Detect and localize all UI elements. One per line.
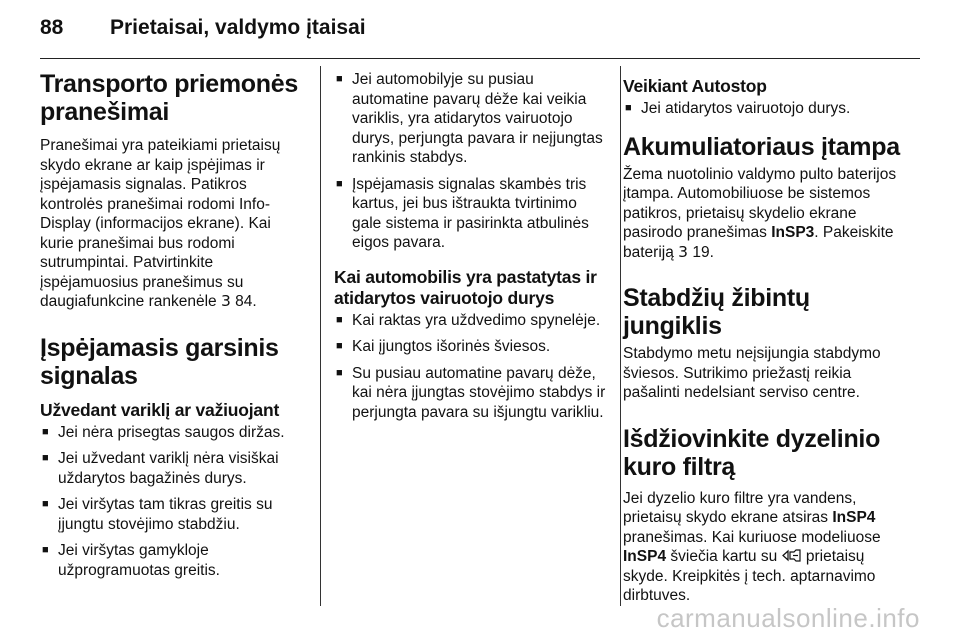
list-item: ■ Jei atidarytos vairuotojo durys.	[623, 99, 905, 119]
filter-text: pranešimas. Kai kuriuose modeliuose	[623, 528, 881, 546]
list-parked-door-open	[334, 311, 606, 423]
watermark: carmanualsonline.info	[656, 603, 920, 633]
page-ref-19[interactable]: 19.	[692, 243, 714, 261]
list-item: ■ Su pusiau automatine pavarų dėže, kai nėra įjungtas stovėjimo stabdys ir perjungta pavara su išjungtu varikliu.	[334, 364, 606, 423]
heading-autostop: Veikiant Autostop	[623, 76, 767, 96]
list-engine-start-driving	[40, 423, 308, 581]
heading-vehicle-messages: Transporto priemonės pranešimai	[40, 70, 298, 126]
code-insp4: InSP4	[832, 509, 876, 526]
filter-text: Jei dyzelio kuro filtre yra vandens, prietaisų skydo ekrane atsiras	[623, 489, 857, 526]
list-item: ■ Kai raktas yra uždvedimo spynelėje.	[334, 311, 606, 331]
heading-parked-door-open: Kai automobilis yra pastatytas ir atidarytos vairuotojo durys	[334, 266, 597, 308]
page-header	[40, 16, 366, 40]
page-number: 88	[40, 16, 64, 39]
heading-engine-start-driving: Užvedant variklį ar važiuojant	[40, 399, 280, 420]
column-3	[623, 70, 905, 620]
vehicle-messages-text: Pranešimai yra pateikiami prietaisų skydo ekrane ar kaip įspėjimas ir įspėjamasis signalas. Patikros kontrolės pranešimai rodomi Info-Display (informacijos ekrane). Kai kurie pranešimai bus rodomi sutrumpintai. Patvirtinkite įspėjamuosius pranešimus su daugiafunkcine rankenėle	[40, 137, 281, 310]
list-item: ■ Jei automobilyje su pusiau automatine pavarų dėže kai veikia variklis, yra atidarytos vairuotojo durys, perjungta pavara ir neįjungtas rankinis stabdys.	[334, 70, 606, 168]
paragraph-battery-voltage	[623, 165, 905, 263]
filter-text: šviečia kartu su	[670, 548, 778, 565]
battery-text: Žema nuotolinio valdymo pulto baterijos įtampa. Automobiliuose be sistemos patikros, prietaisų skydelio ekrane pasirodo pranešimas	[623, 165, 897, 241]
header-rule	[40, 58, 920, 59]
filter-text: prietaisų skyde. Kreipkitės į tech. aptarnavimo dirbtuves.	[623, 548, 876, 604]
code-insp3: InSP3	[771, 224, 815, 241]
service-wrench-icon	[782, 549, 802, 562]
code-insp4: InSP4	[623, 548, 667, 565]
column-1	[40, 70, 308, 587]
list-autostop	[623, 99, 905, 119]
list-item: ■ Įspėjamasis signalas skambės tris kartus, jei bus ištraukta tvirtinimo gale sistema ir pasirinkta atbulinės eigos pavara.	[334, 175, 606, 253]
heading-battery-voltage: Akumuliatoriaus įtampa	[623, 132, 900, 161]
battery-replace-text: Pakeiskite bateriją	[623, 224, 894, 261]
heading-warning-chimes: Įspėjamasis garsinis signalas	[40, 333, 279, 390]
column-2	[334, 70, 606, 429]
list-item: ■ Kai įjungtos išorinės šviesos.	[334, 337, 606, 357]
page-ref-arrow-icon: 3	[220, 292, 231, 310]
list-item: ■ Jei viršytas gamykloje užprogramuotas greitis.	[40, 541, 308, 580]
paragraph-drain-fuel-filter	[623, 489, 905, 606]
page-ref-84[interactable]: 84.	[235, 293, 257, 310]
list-chime-conditions	[334, 70, 606, 253]
page-header-title: Prietaisai, valdymo įtaisai	[110, 16, 366, 39]
page-ref-arrow-icon: 3	[678, 242, 689, 261]
column-divider-1	[320, 66, 321, 606]
paragraph-vehicle-messages	[40, 136, 308, 312]
column-divider-2	[620, 66, 621, 606]
list-item: ■ Jei užvedant variklį nėra visiškai uždarytos bagažinės durys.	[40, 449, 308, 488]
battery-text-period: .	[814, 224, 819, 241]
heading-brake-light-switch: Stabdžių žibintų jungiklis	[623, 284, 810, 340]
heading-drain-fuel-filter: Išdžiovinkite dyzelinio kuro filtrą	[623, 424, 881, 481]
list-item: ■ Jei viršytas tam tikras greitis su įjungtu stovėjimo stabdžiu.	[40, 495, 308, 534]
paragraph-brake-light-switch: Stabdymo metu neįsijungia stabdymo šviesos. Sutrikimo priežastį reikia pašalinti nedelsiant serviso centre.	[623, 345, 881, 401]
list-item: ■ Jei nėra prisegtas saugos diržas.	[40, 423, 308, 443]
